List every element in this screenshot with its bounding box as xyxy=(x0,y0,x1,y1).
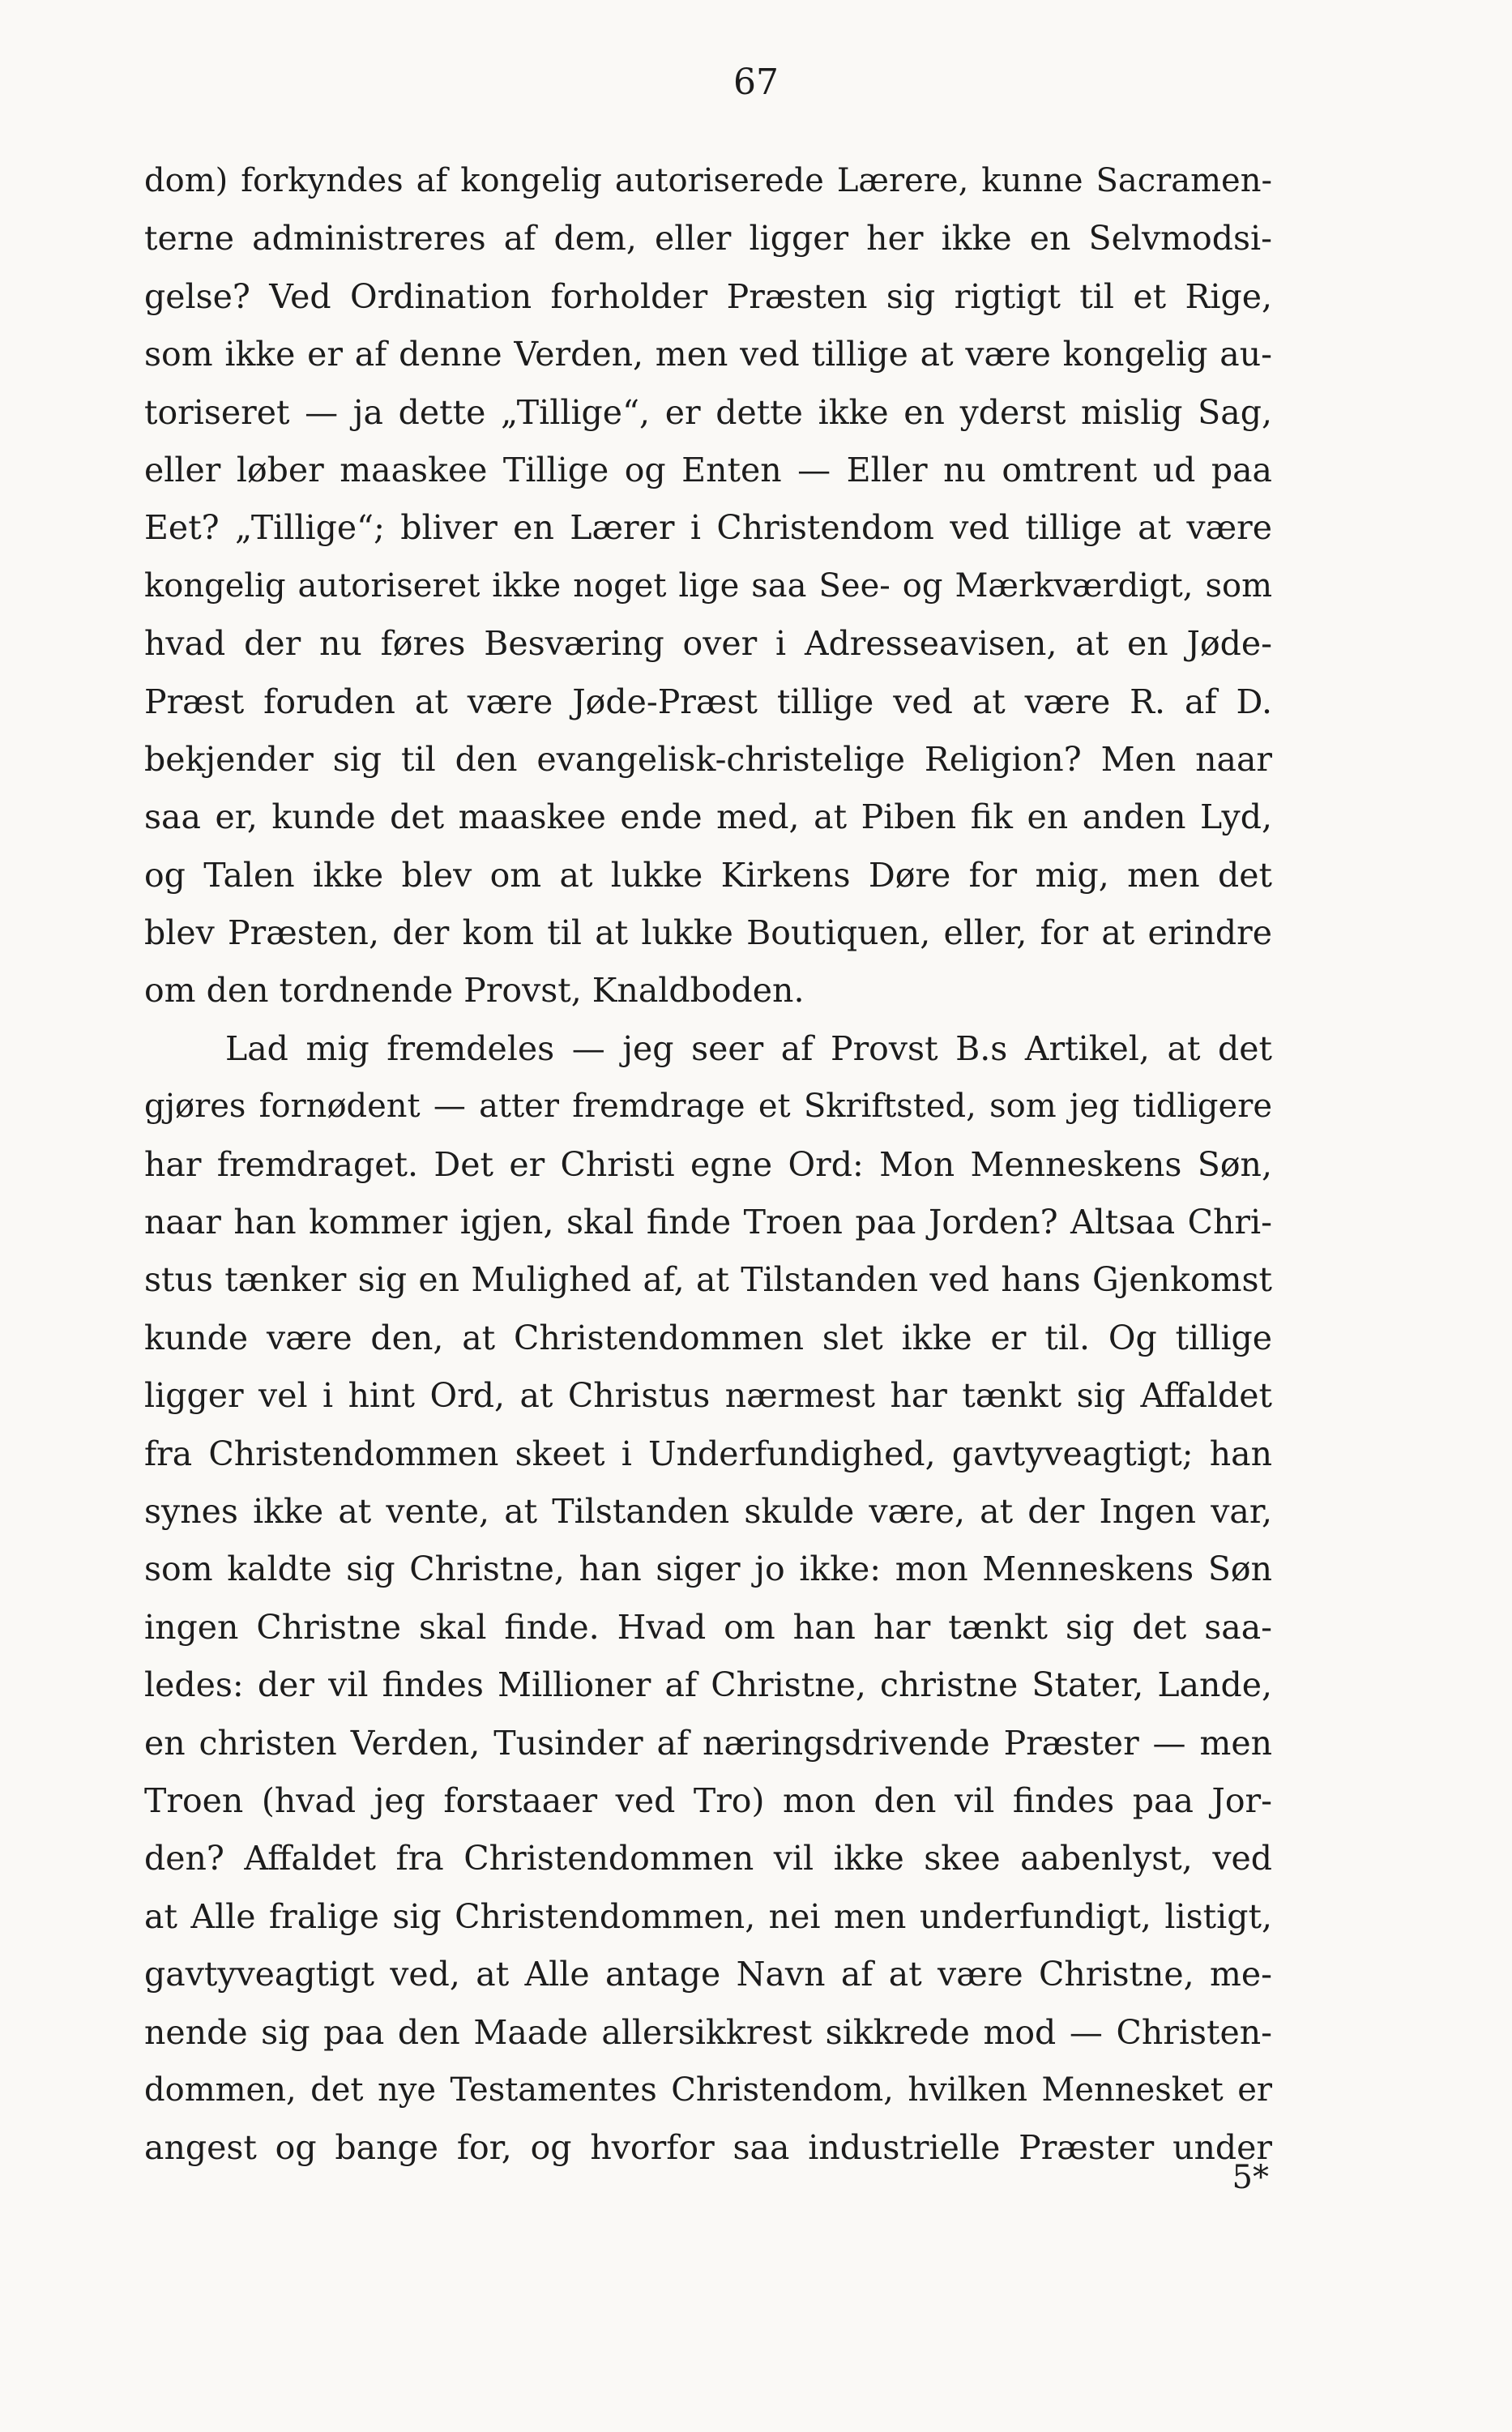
text-line: den? Affaldet fra Christendommen vil ikke skee aabenlyst, ved xyxy=(144,1839,1272,1878)
text-line: Lad mig fremdeles — jeg seer af Provst B.s Artikel, at det xyxy=(225,1028,1272,1068)
text-line: Eet? „Tillige“; bliver en Lærer i Christendom ved tillige at være xyxy=(144,508,1272,548)
text-line: kunde være den, at Christendommen slet ikke er til. Og tillige xyxy=(144,1318,1272,1357)
text-line: ligger vel i hint Ord, at Christus nærmest har tænkt sig Affaldet xyxy=(144,1376,1272,1416)
text-line: naar han kommer igjen, skal finde Troen paa Jorden? Altsaa Chri- xyxy=(144,1203,1272,1242)
text-line: toriseret — ja dette „Tillige“, er dette ikke en yderst mislig Sag, xyxy=(144,392,1272,432)
text-line: bekjender sig til den evangelisk-christelige Religion? Men naar xyxy=(144,739,1272,779)
signature-mark: 5* xyxy=(1232,2159,1269,2196)
text-line: dommen, det nye Testamentes Christendom, hvilken Mennesket er xyxy=(144,2071,1272,2109)
text-line: saa er, kunde det maaskee ende med, at Piben fik en anden Lyd, xyxy=(144,797,1272,837)
text-line: ledes: der vil findes Millioner af Christne, christne Stater, Lande, xyxy=(144,1665,1272,1705)
text-line: hvad der nu føres Besværing over i Adresseavisen, at en Jøde- xyxy=(144,624,1272,664)
text-line: har fremdraget. Det er Christi egne Ord: Mon Menneskens Søn, xyxy=(144,1144,1272,1184)
text-line: en christen Verden, Tusinder af næringsdrivende Præster — men xyxy=(144,1723,1272,1763)
text-line: dom) forkyndes af kongelig autoriserede Lærere, kunne Sacramen- xyxy=(144,162,1272,199)
text-line: som ikke er af denne Verden, men ved tillige at være kongelig au- xyxy=(144,335,1272,374)
page-number: 67 xyxy=(733,62,779,103)
body-text xyxy=(144,152,1272,2178)
text-line: og Talen ikke blev om at lukke Kirkens Døre for mig, men det xyxy=(144,855,1272,895)
text-line: gjøres fornødent — atter fremdrage et Skriftsted, som jeg tidligere xyxy=(144,1088,1272,1126)
text-line: nende sig paa den Maade allersikkrest sikkrede mod — Christen- xyxy=(144,2012,1272,2052)
text-line: Præst foruden at være Jøde-Præst tillige ved at være R. af D. xyxy=(144,682,1272,721)
text-line: blev Præsten, der kom til at lukke Boutiquen, eller, for at erindre xyxy=(144,913,1272,953)
text-line: stus tænker sig en Mulighed af, at Tilstanden ved hans Gjenkomst xyxy=(144,1260,1272,1300)
text-line: fra Christendommen skeet i Underfundighed, gavtyveagtigt; han xyxy=(144,1434,1272,1473)
text-line: som kaldte sig Christne, han siger jo ikke: mon Menneskens Søn xyxy=(144,1549,1272,1589)
text-line: ingen Christne skal finde. Hvad om han har tænkt sig det saa- xyxy=(144,1607,1272,1647)
text-line: synes ikke at vente, at Tilstanden skulde være, at der Ingen var, xyxy=(144,1491,1272,1531)
text-line: gelse? Ved Ordination forholder Præsten sig rigtigt til et Rige, xyxy=(144,276,1272,316)
text-line: gavtyveagtigt ved, at Alle antage Navn af at være Christne, me- xyxy=(144,1955,1272,1994)
text-line: angest og bange for, og hvorfor saa industrielle Præster under xyxy=(144,2128,1272,2168)
text-line: Troen (hvad jeg forstaaer ved Tro) mon den vil findes paa Jor- xyxy=(144,1780,1272,1820)
text-line: om den tordnende Provst, Knaldboden. xyxy=(144,971,805,1011)
text-line: eller løber maaskee Tillige og Enten — Eller nu omtrent ud paa xyxy=(144,450,1272,489)
text-line: kongelig autoriseret ikke noget lige saa See- og Mærkværdigt, som xyxy=(144,566,1272,605)
text-line: terne administreres af dem, eller ligger her ikke en Selvmodsi- xyxy=(144,219,1272,259)
text-line: at Alle fralige sig Christendommen, nei men underfundigt, listigt, xyxy=(144,1896,1272,1936)
